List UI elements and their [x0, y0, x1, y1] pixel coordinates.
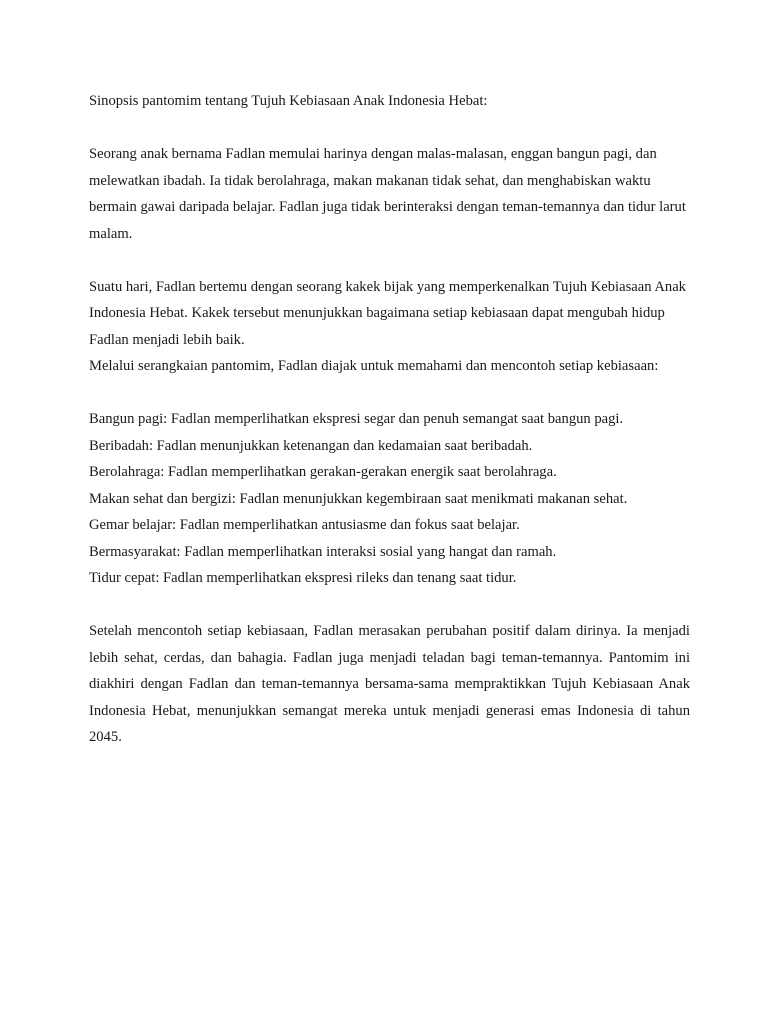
- document-page: [89, 88, 690, 777]
- paragraph-pantomime-intro: Melalui serangkaian pantomim, Fadlan diajak untuk memahami dan mencontoh setiap kebiasaan:: [89, 358, 659, 374]
- paragraph-intro: Seorang anak bernama Fadlan memulai harinya dengan malas-malasan, enggan bangun pagi, dan melewatkan ibadah. Ia tidak berolahraga, makan makanan tidak sehat, dan menghabiskan waktu bermain gawai daripada belajar. Fadlan juga tidak berinteraksi dengan teman-temannya dan tidur larut malam.: [89, 146, 686, 242]
- habit-item: Beribadah: Fadlan menunjukkan ketenangan dan kedamaian saat beribadah.: [89, 437, 533, 454]
- habit-item: Makan sehat dan bergizi: Fadlan menunjukkan kegembiraan saat menikmati makanan sehat.: [89, 490, 628, 507]
- paragraph-meeting: Suatu hari, Fadlan bertemu dengan seorang kakek bijak yang memperkenalkan Tujuh Kebiasaan Anak Indonesia Hebat. Kakek tersebut menunjukkan bagaimana setiap kebiasaan dapat mengubah hidup Fadlan menjadi lebih baik.: [89, 278, 686, 348]
- habit-item: Bermasyarakat: Fadlan memperlihatkan interaksi sosial yang hangat dan ramah.: [89, 543, 557, 560]
- habit-item: Tidur cepat: Fadlan memperlihatkan ekspresi rileks dan tenang saat tidur.: [89, 570, 517, 586]
- habit-item: Gemar belajar: Fadlan memperlihatkan antusiasme dan fokus saat belajar.: [89, 517, 520, 533]
- habit-item: Bangun pagi: Fadlan memperlihatkan ekspresi segar dan penuh semangat saat bangun pagi.: [89, 411, 624, 427]
- paragraph-conclusion: Setelah mencontoh setiap kebiasaan, Fadlan merasakan perubahan positif dalam dirinya. Ia menjadi lebih sehat, cerdas, dan bahagia. Fadlan juga menjadi teladan bagi teman-temannya. Pantomim ini diakhiri dengan Fadlan dan teman-temannya bersama-sama mempraktikkan Tujuh Kebiasaan Anak Indonesia Hebat, menunjukkan semangat mereka untuk menjadi generasi emas Indonesia di tahun 2045.: [89, 623, 690, 745]
- habit-list: [89, 406, 690, 592]
- document-title: Sinopsis pantomim tentang Tujuh Kebiasaan Anak Indonesia Hebat:: [89, 93, 488, 109]
- habit-item: Berolahraga: Fadlan memperlihatkan gerakan-gerakan energik saat berolahraga.: [89, 464, 557, 480]
